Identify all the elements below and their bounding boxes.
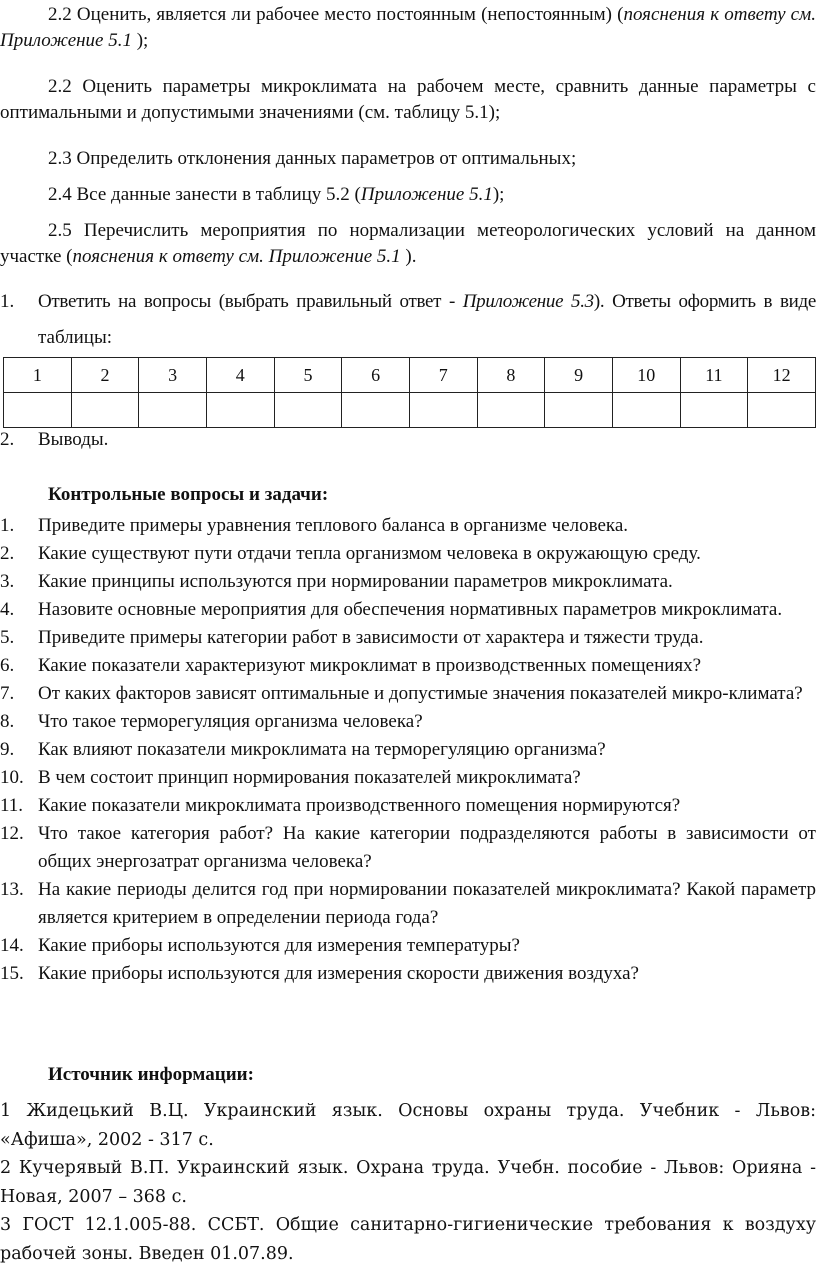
question-number: 10. <box>0 767 24 788</box>
answer-cell[interactable] <box>139 393 207 428</box>
question-text: На какие периоды делится год при нормировании показателей микроклимата? Какой параметр является критерием в определении периода года? <box>38 879 816 928</box>
question-text: Что такое категория работ? На какие категории подразделяются работы в зависимости от общих энергозатрат организма человека? <box>38 823 816 872</box>
question-number: 6. <box>0 655 15 676</box>
question-number: 4. <box>0 599 15 620</box>
question-text: Как влияют показатели микроклимата на терморегуляцию организма? <box>38 739 606 760</box>
questions-heading: Контрольные вопросы и задачи: <box>48 484 329 505</box>
source-item: 3 ГОСТ 12.1.005-88. ССБТ. Общие санитарно-гигиенические требования к воздуху рабочей зоны. Введен 01.07.89. <box>0 1215 816 1264</box>
answer-cell[interactable] <box>4 393 72 428</box>
answer-cell[interactable] <box>71 393 139 428</box>
answers-header-cell: 10 <box>612 358 680 393</box>
step-number: 2. <box>0 429 15 450</box>
answers-header-cell: 1 <box>4 358 72 393</box>
source-item: 1 Жидецький В.Ц. Украинский язык. Основы охраны труда. Учебник - Львов: «Афиша», 2002 - 317 с. <box>0 1101 816 1150</box>
answers-header-cell: 3 <box>139 358 207 393</box>
question-number: 9. <box>0 739 15 760</box>
question-text: Приведите примеры категории работ в зависимости от характера и тяжести труда. <box>38 627 704 648</box>
list-item <box>0 652 816 680</box>
question-number: 11. <box>0 795 24 816</box>
answers-header-cell: 8 <box>477 358 545 393</box>
question-text: От каких факторов зависят оптимальные и допустимые значения показателей микро-климата? <box>38 683 803 704</box>
task-text-end: ). <box>400 245 417 267</box>
list-item <box>0 820 816 876</box>
task-text: 2.2 Оценить, является ли рабочее место постоянным (непостоянным) ( <box>48 4 624 25</box>
step-reference: Приложение 5.3 <box>462 291 594 312</box>
answers-header-cell: 9 <box>545 358 613 393</box>
task-2-3 <box>0 146 816 172</box>
answers-header-cell: 5 <box>274 358 342 393</box>
question-text: Какие приборы используются для измерения температуры? <box>38 935 520 956</box>
question-text: Назовите основные мероприятия для обеспечения нормативных параметров микроклимата. <box>38 599 783 620</box>
answers-header-cell: 7 <box>409 358 477 393</box>
question-number: 3. <box>0 571 15 592</box>
task-text: 2.4 Все данные занести в таблицу 5.2 ( <box>48 184 361 205</box>
step-text-main: Ответить на вопросы (выбрать правильный ответ - <box>38 291 463 312</box>
answers-header-cell: 4 <box>206 358 274 393</box>
answer-cell[interactable] <box>342 393 410 428</box>
list-item <box>0 568 816 596</box>
list-item <box>0 624 816 652</box>
answer-cell[interactable] <box>206 393 274 428</box>
answers-table <box>3 357 816 428</box>
question-number: 13. <box>0 879 24 900</box>
task-2-5 <box>0 218 816 269</box>
question-text: Какие принципы используются при нормировании параметров микроклимата. <box>38 571 673 592</box>
answer-cell[interactable] <box>477 393 545 428</box>
task-2-2-microclimate <box>0 74 816 125</box>
task-reference: пояснения к ответу см. Приложение 5.1 <box>72 245 401 267</box>
answer-cell[interactable] <box>409 393 477 428</box>
question-text: Приведите примеры уравнения теплового баланса в организме человека. <box>38 515 629 536</box>
question-number: 7. <box>0 683 15 704</box>
task-text-end: ); <box>492 184 505 205</box>
step-text <box>38 289 816 315</box>
step-number: 1. <box>0 291 15 312</box>
task-text: 2.2 Оценить параметры микроклимата на рабочем месте, сравнить данные параметры с оптимальными и допустимыми значениями (см. таблицу 5.1); <box>0 76 816 123</box>
list-item <box>0 736 816 764</box>
answer-cell[interactable] <box>545 393 613 428</box>
task-2-4 <box>0 182 816 208</box>
questions-list <box>0 512 816 988</box>
answers-blank-row <box>4 393 816 428</box>
answer-cell[interactable] <box>748 393 816 428</box>
task-text-end: ); <box>131 29 149 51</box>
list-item <box>0 708 816 736</box>
list-item <box>0 764 816 792</box>
list-item <box>0 680 816 708</box>
list-item <box>0 876 816 932</box>
sources-heading: Источник информации: <box>48 1064 254 1085</box>
question-text: Какие показатели микроклимата производственного помещения нормируются? <box>38 795 681 816</box>
answers-header-cell: 6 <box>342 358 410 393</box>
answer-cell[interactable] <box>612 393 680 428</box>
answers-header-cell: 2 <box>71 358 139 393</box>
list-item <box>0 932 816 960</box>
question-number: 8. <box>0 711 15 732</box>
answer-cell[interactable] <box>274 393 342 428</box>
step-text-continued: таблицы: <box>38 327 113 348</box>
list-item <box>0 960 816 988</box>
source-item: 2 Кучерявый В.П. Украинский язык. Охрана труда. Учебн. пособие - Львов: Орияна - Новая, 2007 – 368 с. <box>0 1158 816 1207</box>
task-reference: Приложение 5.1 <box>360 184 493 205</box>
question-number: 12. <box>0 823 24 844</box>
answer-cell[interactable] <box>680 393 748 428</box>
question-number: 1. <box>0 515 15 536</box>
task-reference: пояснения к ответу см. Приложение 5.1 <box>0 4 816 51</box>
step-text-end: ). Ответы оформить в виде <box>593 291 816 312</box>
answers-header-cell: 11 <box>680 358 748 393</box>
answers-header-row <box>4 358 816 393</box>
question-number: 15. <box>0 963 24 984</box>
question-number: 14. <box>0 935 24 956</box>
list-item <box>0 512 816 540</box>
question-text: Какие показатели характеризуют микроклимат в производственных помещениях? <box>38 655 702 676</box>
task-text: 2.3 Определить отклонения данных параметров от оптимальных; <box>48 148 577 169</box>
list-item <box>0 540 816 568</box>
question-text: Какие приборы используются для измерения скорости движения воздуха? <box>38 963 639 984</box>
question-text: В чем состоит принцип нормирования показателей микроклимата? <box>38 767 581 788</box>
question-number: 2. <box>0 543 15 564</box>
list-item <box>0 792 816 820</box>
question-text: Что такое терморегуляция организма человека? <box>38 711 423 732</box>
question-number: 5. <box>0 627 15 648</box>
step-text: Выводы. <box>38 429 109 450</box>
task-2-2-workplace <box>0 2 816 53</box>
question-text: Какие существуют пути отдачи тепла организмом человека в окружающую среду. <box>38 543 701 564</box>
task-text: 2.5 Перечислить мероприятия по нормализации метеорологических условий на данном участке ( <box>0 220 816 267</box>
answers-header-cell: 12 <box>748 358 816 393</box>
list-item <box>0 596 816 624</box>
